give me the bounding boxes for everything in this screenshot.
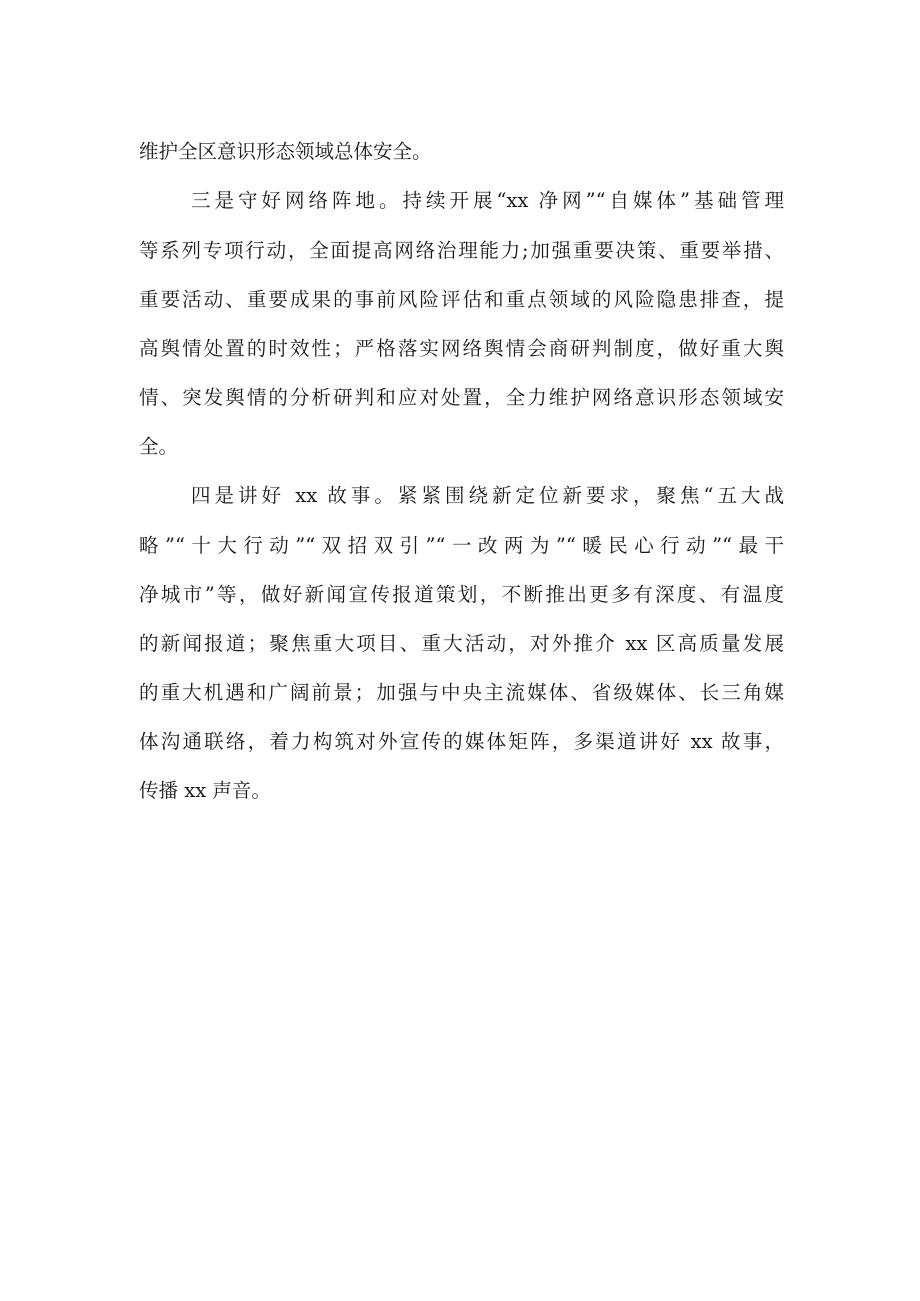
paragraph-3-line-2: 略”“十大行动”“双招双引”“一改两为”“暖民心行动”“最干 <box>139 534 784 557</box>
paragraph-2-line-1: 三是守好网络阵地。持续开展“xx 净网”“自媒体”基础管理 <box>191 189 784 212</box>
paragraph-2-line-6: 全。 <box>139 435 179 458</box>
paragraph-3-line-5: 的重大机遇和广阔前景；加强与中央主流媒体、省级媒体、长三角媒 <box>139 681 784 704</box>
paragraph-3-line-6: 体沟通联络，着力构筑对外宣传的媒体矩阵，多渠道讲好 xx 故事， <box>139 730 784 753</box>
paragraph-2-line-4: 高舆情处置的时效性；严格落实网络舆情会商研判制度，做好重大舆 <box>139 337 784 360</box>
paragraph-2-line-5: 情、突发舆情的分析研判和应对处置，全力维护网络意识形态领域安 <box>139 386 784 409</box>
paragraph-2-line-2: 等系列专项行动，全面提高网络治理能力;加强重要决策、重要举措、 <box>139 239 784 262</box>
paragraph-3-line-3: 净城市”等，做好新闻宣传报道策划，不断推出更多有深度、有温度 <box>139 583 784 606</box>
paragraph-3-line-7: 传播 xx 声音。 <box>139 779 271 802</box>
paragraph-3-line-4: 的新闻报道；聚焦重大项目、重大活动，对外推介 xx 区高质量发展 <box>139 632 784 655</box>
paragraph-1-line-1: 维护全区意识形态领域总体安全。 <box>139 140 432 163</box>
paragraph-3-line-1: 四是讲好 xx 故事。紧紧围绕新定位新要求，聚焦“五大战 <box>191 484 784 507</box>
paragraph-2-line-3: 重要活动、重要成果的事前风险评估和重点领域的风险隐患排查，提 <box>139 288 784 311</box>
